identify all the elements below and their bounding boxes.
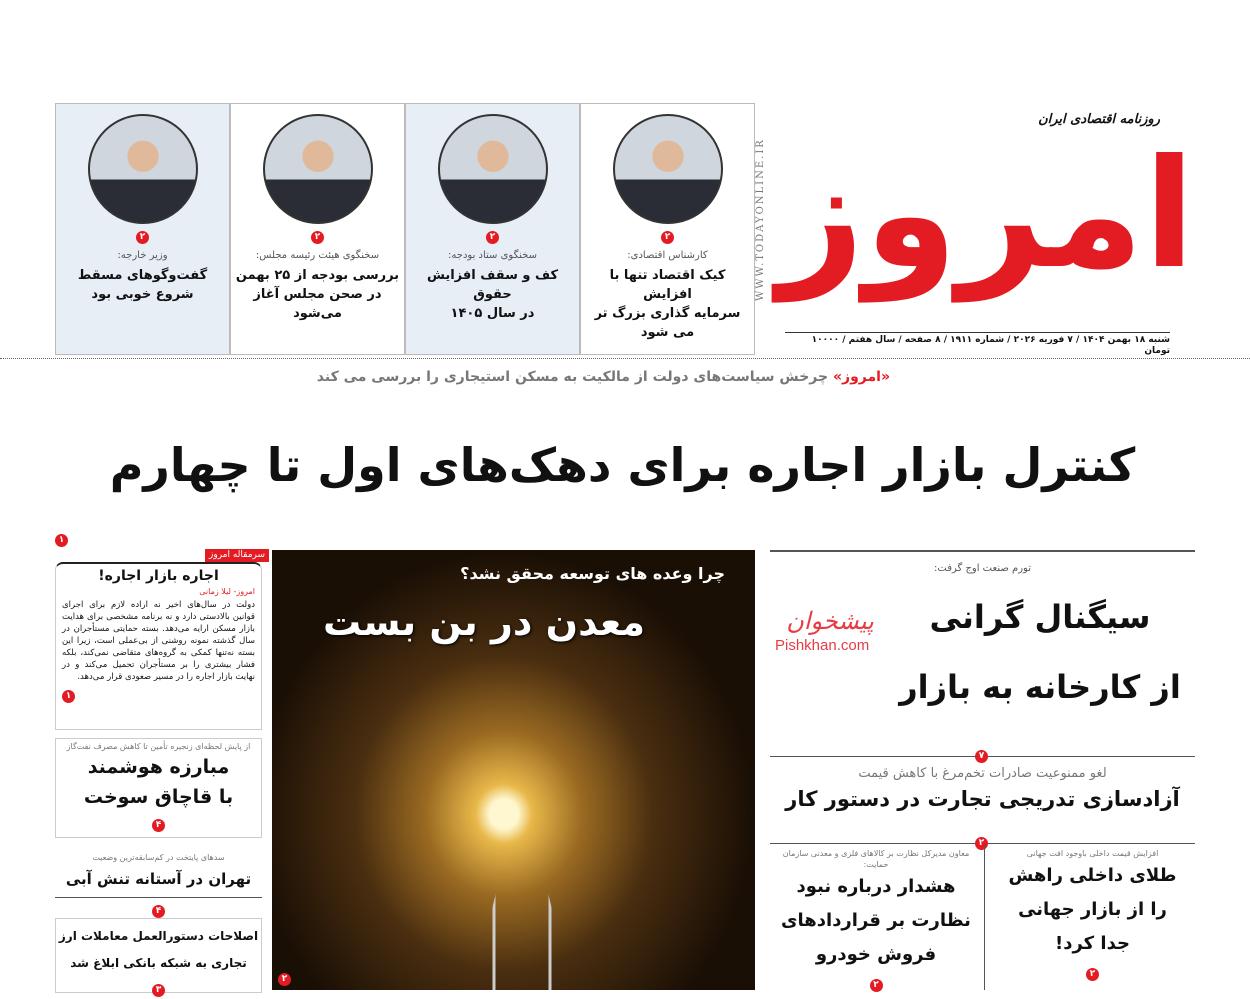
headline-line: طلای داخلی راهش [1008, 865, 1177, 886]
headline: آزادسازی تدریجی تجارت در دستور کار [785, 787, 1180, 811]
page-badge: ۳ [152, 984, 165, 997]
source-label: «امروز» [832, 369, 890, 385]
page-badge: ۲ [136, 231, 149, 244]
kicker: تورم صنعت اوج گرفت: [934, 563, 1031, 574]
portrait-photo [613, 114, 723, 224]
headline-line: جدا کرد! [1055, 933, 1130, 954]
top-box[interactable] [230, 103, 405, 355]
headline-line: تهران در آستانه تنش آبی [65, 870, 252, 888]
left-story[interactable] [55, 850, 262, 916]
editorial-box[interactable] [55, 562, 262, 730]
portrait-photo [263, 114, 373, 224]
kicker: سخنگوی ستاد بودجه: [448, 250, 537, 261]
headline-line: سیگنال گرانی [929, 598, 1151, 636]
page-badge: ۲ [661, 231, 674, 244]
headline-line: گفت‌وگوهای مسقط [77, 268, 208, 283]
editorial-byline: امروز- لیلا زمانی [199, 587, 255, 596]
page-badge: ۲ [975, 837, 988, 850]
left-story[interactable] [55, 918, 262, 993]
divider [984, 845, 985, 990]
kicker: کارشناس اقتصادی: [627, 250, 708, 261]
page-badge: ۴ [152, 905, 165, 918]
headline-line: شروع خوبی بود [91, 287, 194, 302]
page-badge: ۲ [311, 231, 324, 244]
top-box[interactable] [580, 103, 755, 355]
kicker: سخنگوی هیئت رئیسه مجلس: [255, 250, 380, 261]
editorial-text: دولت در سال‌های اخیر نه اراده لازم برای اجرای قوانین بالادستی دارد و نه برنامه مشخصی برای هدایت بازار مسکن ارایه می‌دهد. بسته حمایتی مستأجران در سال گذشته نمونه روشنی از بی‌عملی است، زیرا این بسته نه‌تنها کمکی به گروه‌های متقاضی نمی‌کند، بلکه فشار بیشتری را بر مستأجران تحمیل می‌کند و در نهایت بازار اجاره را در مسیر صعودی قرار می‌دهد. [62, 600, 255, 682]
portrait-photo [438, 114, 548, 224]
headline-line: از کارخانه به بازار [899, 668, 1181, 706]
headline-line: اصلاحات دستورالعمل معاملات ارز [58, 929, 259, 943]
newspaper-logo: امروز [777, 128, 1195, 302]
right-second-story[interactable] [770, 765, 1195, 815]
pishkhan-watermark: پیشخوان Pishkhan.com [775, 607, 874, 654]
lead-headline[interactable]: کنترل بازار اجاره برای دهک‌های اول تا چهارم [109, 438, 1136, 492]
photo-headline: معدن در بن بست [322, 600, 645, 644]
tagline: روزنامه اقتصادی ایران [1038, 112, 1160, 127]
headline-line: نظارت بر قراردادهای [781, 910, 971, 931]
kicker: معاون مدیرکل نظارت بر کالاهای فلزی و معدنی سازمان حمایت: [782, 849, 970, 869]
top-box[interactable] [55, 103, 230, 355]
story-car-contracts[interactable] [770, 845, 982, 990]
headline-line: بررسی بودجه از ۲۵ بهمن [235, 268, 400, 283]
page-badge: ۲ [1086, 968, 1099, 981]
headline-line: تجاری به شبکه بانکی ابلاغ شد [70, 956, 247, 970]
kicker: لغو ممنوعیت صادرات تخم‌مرغ با کاهش قیمت [858, 766, 1107, 781]
divider [770, 550, 1195, 552]
headline-line: فروش خودرو [815, 944, 937, 965]
editorial-title: اجاره بازار اجاره! [98, 568, 219, 584]
subhead-text: چرخش سیاست‌های دولت از مالکیت به مسکن استیجاری را بررسی می کند [316, 369, 829, 385]
headline-line: در سال ۱۴۰۵ [450, 306, 535, 321]
headline-line: در صحن مجلس آغاز می‌شود [253, 287, 382, 321]
headline-line: با قاچاق سوخت [83, 786, 234, 808]
page-badge: ۴ [152, 819, 165, 832]
editorial-label: سرمقاله امروز [205, 549, 269, 562]
portrait-photo [88, 114, 198, 224]
rail-track [472, 820, 572, 990]
lead-subhead [250, 368, 890, 386]
page-badge: ۲ [278, 973, 291, 986]
top-box[interactable] [405, 103, 580, 355]
kicker: افزایش قیمت داخلی باوجود افت جهانی [1026, 849, 1159, 858]
page-badge: ۲ [486, 231, 499, 244]
story-gold[interactable] [990, 845, 1195, 990]
page-badge: ۱ [55, 534, 68, 547]
divider [0, 358, 1250, 359]
headline-line: کف و سقف افزایش حقوق [426, 268, 559, 302]
dateline: شنبه ۱۸ بهمن ۱۴۰۴ / ۷ فوریه ۲۰۲۶ / شماره ۱۹۱۱ / ۸ صفحه / سال هفتم / ۱۰۰۰۰ تومان [785, 332, 1170, 357]
page-badge: ۲ [870, 979, 883, 992]
kicker: از پایش لحظه‌ای زنجیره تأمین تا کاهش مصرف نفت‌گاز [66, 742, 251, 751]
headline-line: سرمایه گذاری بزرگ تر می شود [594, 306, 741, 340]
photo-kicker: چرا وعده های توسعه محقق نشد؟ [460, 564, 725, 583]
headline-line: را از بازار جهانی [1018, 899, 1167, 920]
mine-tunnel-photo[interactable] [272, 550, 755, 990]
page-badge: ۷ [975, 750, 988, 763]
page-badge: ۱ [62, 690, 75, 703]
kicker: وزیر خارجه: [117, 250, 168, 261]
website-url: WWW.TODAYONLINE.IR [755, 138, 766, 302]
kicker: سدهای پایتخت در کم‌سابقه‌ترین وضعیت [92, 853, 225, 862]
headline-line: کیک اقتصاد تنها با افزایش [609, 268, 726, 302]
left-story[interactable] [55, 738, 262, 838]
headline-line: هشدار درباره نبود [796, 876, 956, 897]
headline-line: مبارزه هوشمند [87, 756, 230, 778]
